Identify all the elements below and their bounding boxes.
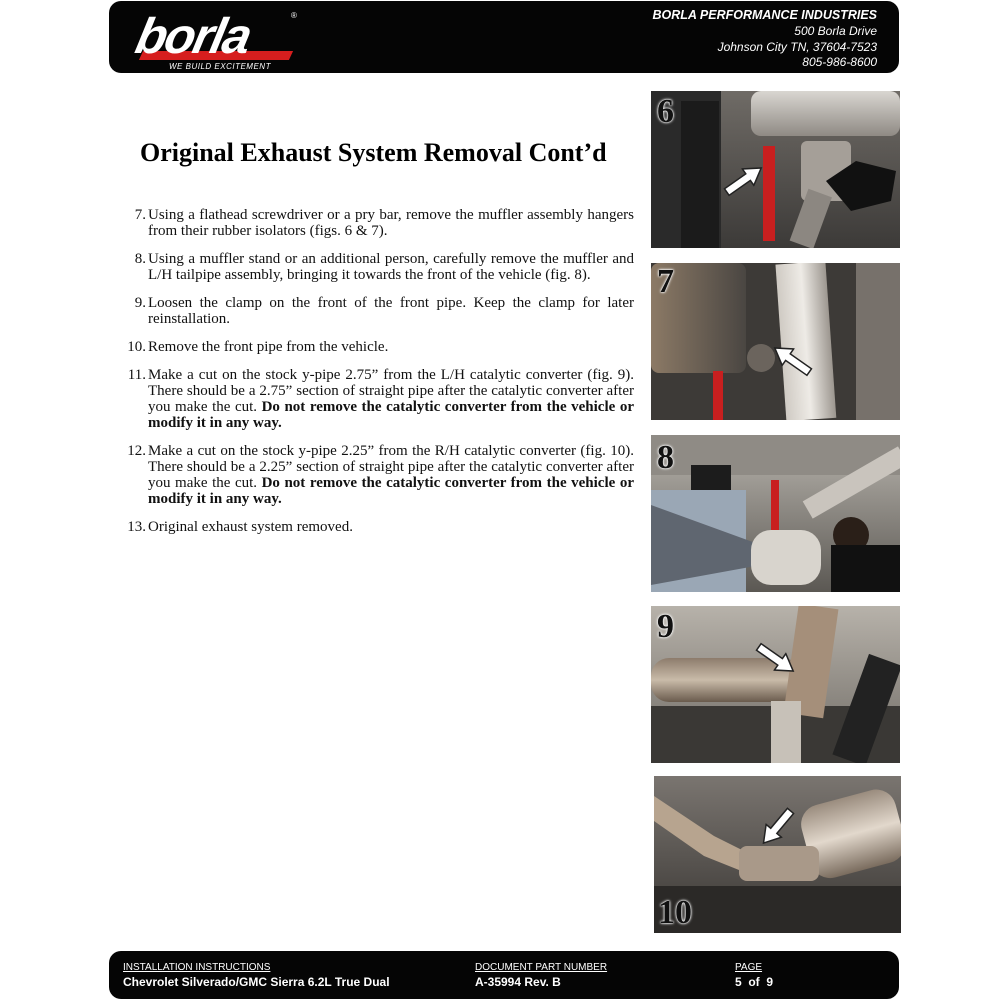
step-text [146,367,634,431]
footer-install-value: Chevrolet Silverado/GMC Sierra 6.2L True Dual [123,975,390,989]
step-8 [118,251,634,283]
step-text [146,443,634,507]
footer-page-info [735,961,773,990]
company-phone: 805-986-8600 [802,55,877,69]
step-text-body: Remove the front pipe from the vehicle. [148,339,389,355]
step-number: 7. [134,207,146,223]
footer-bar [109,951,899,999]
figure-9-photo [651,606,900,763]
step-10 [118,339,634,355]
figure-10-photo [654,776,901,933]
step-text [146,251,634,283]
step-7 [118,207,634,239]
logo-tagline: WE BUILD EXCITEMENT [169,62,271,71]
figure-8-label: 8 [657,439,674,476]
step-11 [118,367,634,431]
step-13 [118,519,634,535]
step-text-body: Make a cut on the stock y-pipe 2.75” from the L/H catalytic converter (fig. 9). There should be a 2.75” section of straight pipe after the catalytic converter after you make the cut. [148,367,634,415]
step-text [146,207,634,239]
step-text-body: Loosen the clamp on the front of the front pipe. Keep the clamp for later reinstallation. [148,295,634,327]
step-text-bold: Do not remove the catalytic converter from the vehicle or modify it in any way. [148,399,634,431]
step-text-body: Make a cut on the stock y-pipe 2.25” from the R/H catalytic converter (fig. 10). There should be a 2.25” section of straight pipe after the catalytic converter after you make the cut. [148,443,634,491]
company-info [652,7,877,71]
figure-8-photo [651,435,900,592]
header-bar [109,1,899,73]
step-number: 12. [127,443,146,459]
figure-7-photo [651,263,900,420]
figure-6-label: 6 [657,93,674,130]
figure-6-photo [651,91,900,248]
step-text [146,295,634,327]
footer-doc-info [475,961,607,990]
instruction-steps [118,207,634,547]
footer-doc-label: DOCUMENT PART NUMBER [475,962,608,973]
step-number: 10. [127,339,146,355]
company-address-2: Johnson City TN, 37604-7523 [717,39,877,54]
step-number: 11. [127,367,146,383]
step-text-bold: Do not remove the catalytic converter from the vehicle or modify it in any way. [148,475,634,507]
figure-10-label: 10 [658,894,692,931]
footer-doc-value: A-35994 Rev. B [475,975,561,989]
figure-8-image [651,435,900,592]
footer-install-label: INSTALLATION INSTRUCTIONS [123,962,271,973]
footer-page-label: PAGE [735,962,763,973]
step-number: 13. [127,519,146,535]
figure-9-label: 9 [657,608,674,645]
figure-6-image [651,91,900,248]
figure-9-image [651,606,900,763]
step-number: 9. [134,295,146,311]
step-9 [118,295,634,327]
page-title: Original Exhaust System Removal Cont’d [140,138,607,167]
company-address-1: 500 Borla Drive [794,24,877,38]
step-text [146,519,634,535]
step-number: 8. [134,251,146,267]
step-text-body: Using a muffler stand or an additional person, carefully remove the muffler and L/H tailpipe assembly, bringing it towards the front of the vehicle (fig. 8). [148,251,634,283]
logo-registered-mark: ® [291,11,297,20]
step-text-body: Using a flathead screwdriver or a pry bar, remove the muffler assembly hangers from their rubber isolators (figs. 6 & 7). [148,207,634,239]
step-text-body: Original exhaust system removed. [148,519,353,535]
borla-logo [131,7,301,69]
company-name: BORLA PERFORMANCE INDUSTRIES [652,8,877,22]
footer-install-info [123,961,390,990]
step-text [146,339,634,355]
figure-7-label: 7 [657,263,674,300]
logo-wordmark: borla [131,8,256,64]
footer-page-value: 5 of 9 [735,975,774,989]
step-12 [118,443,634,507]
